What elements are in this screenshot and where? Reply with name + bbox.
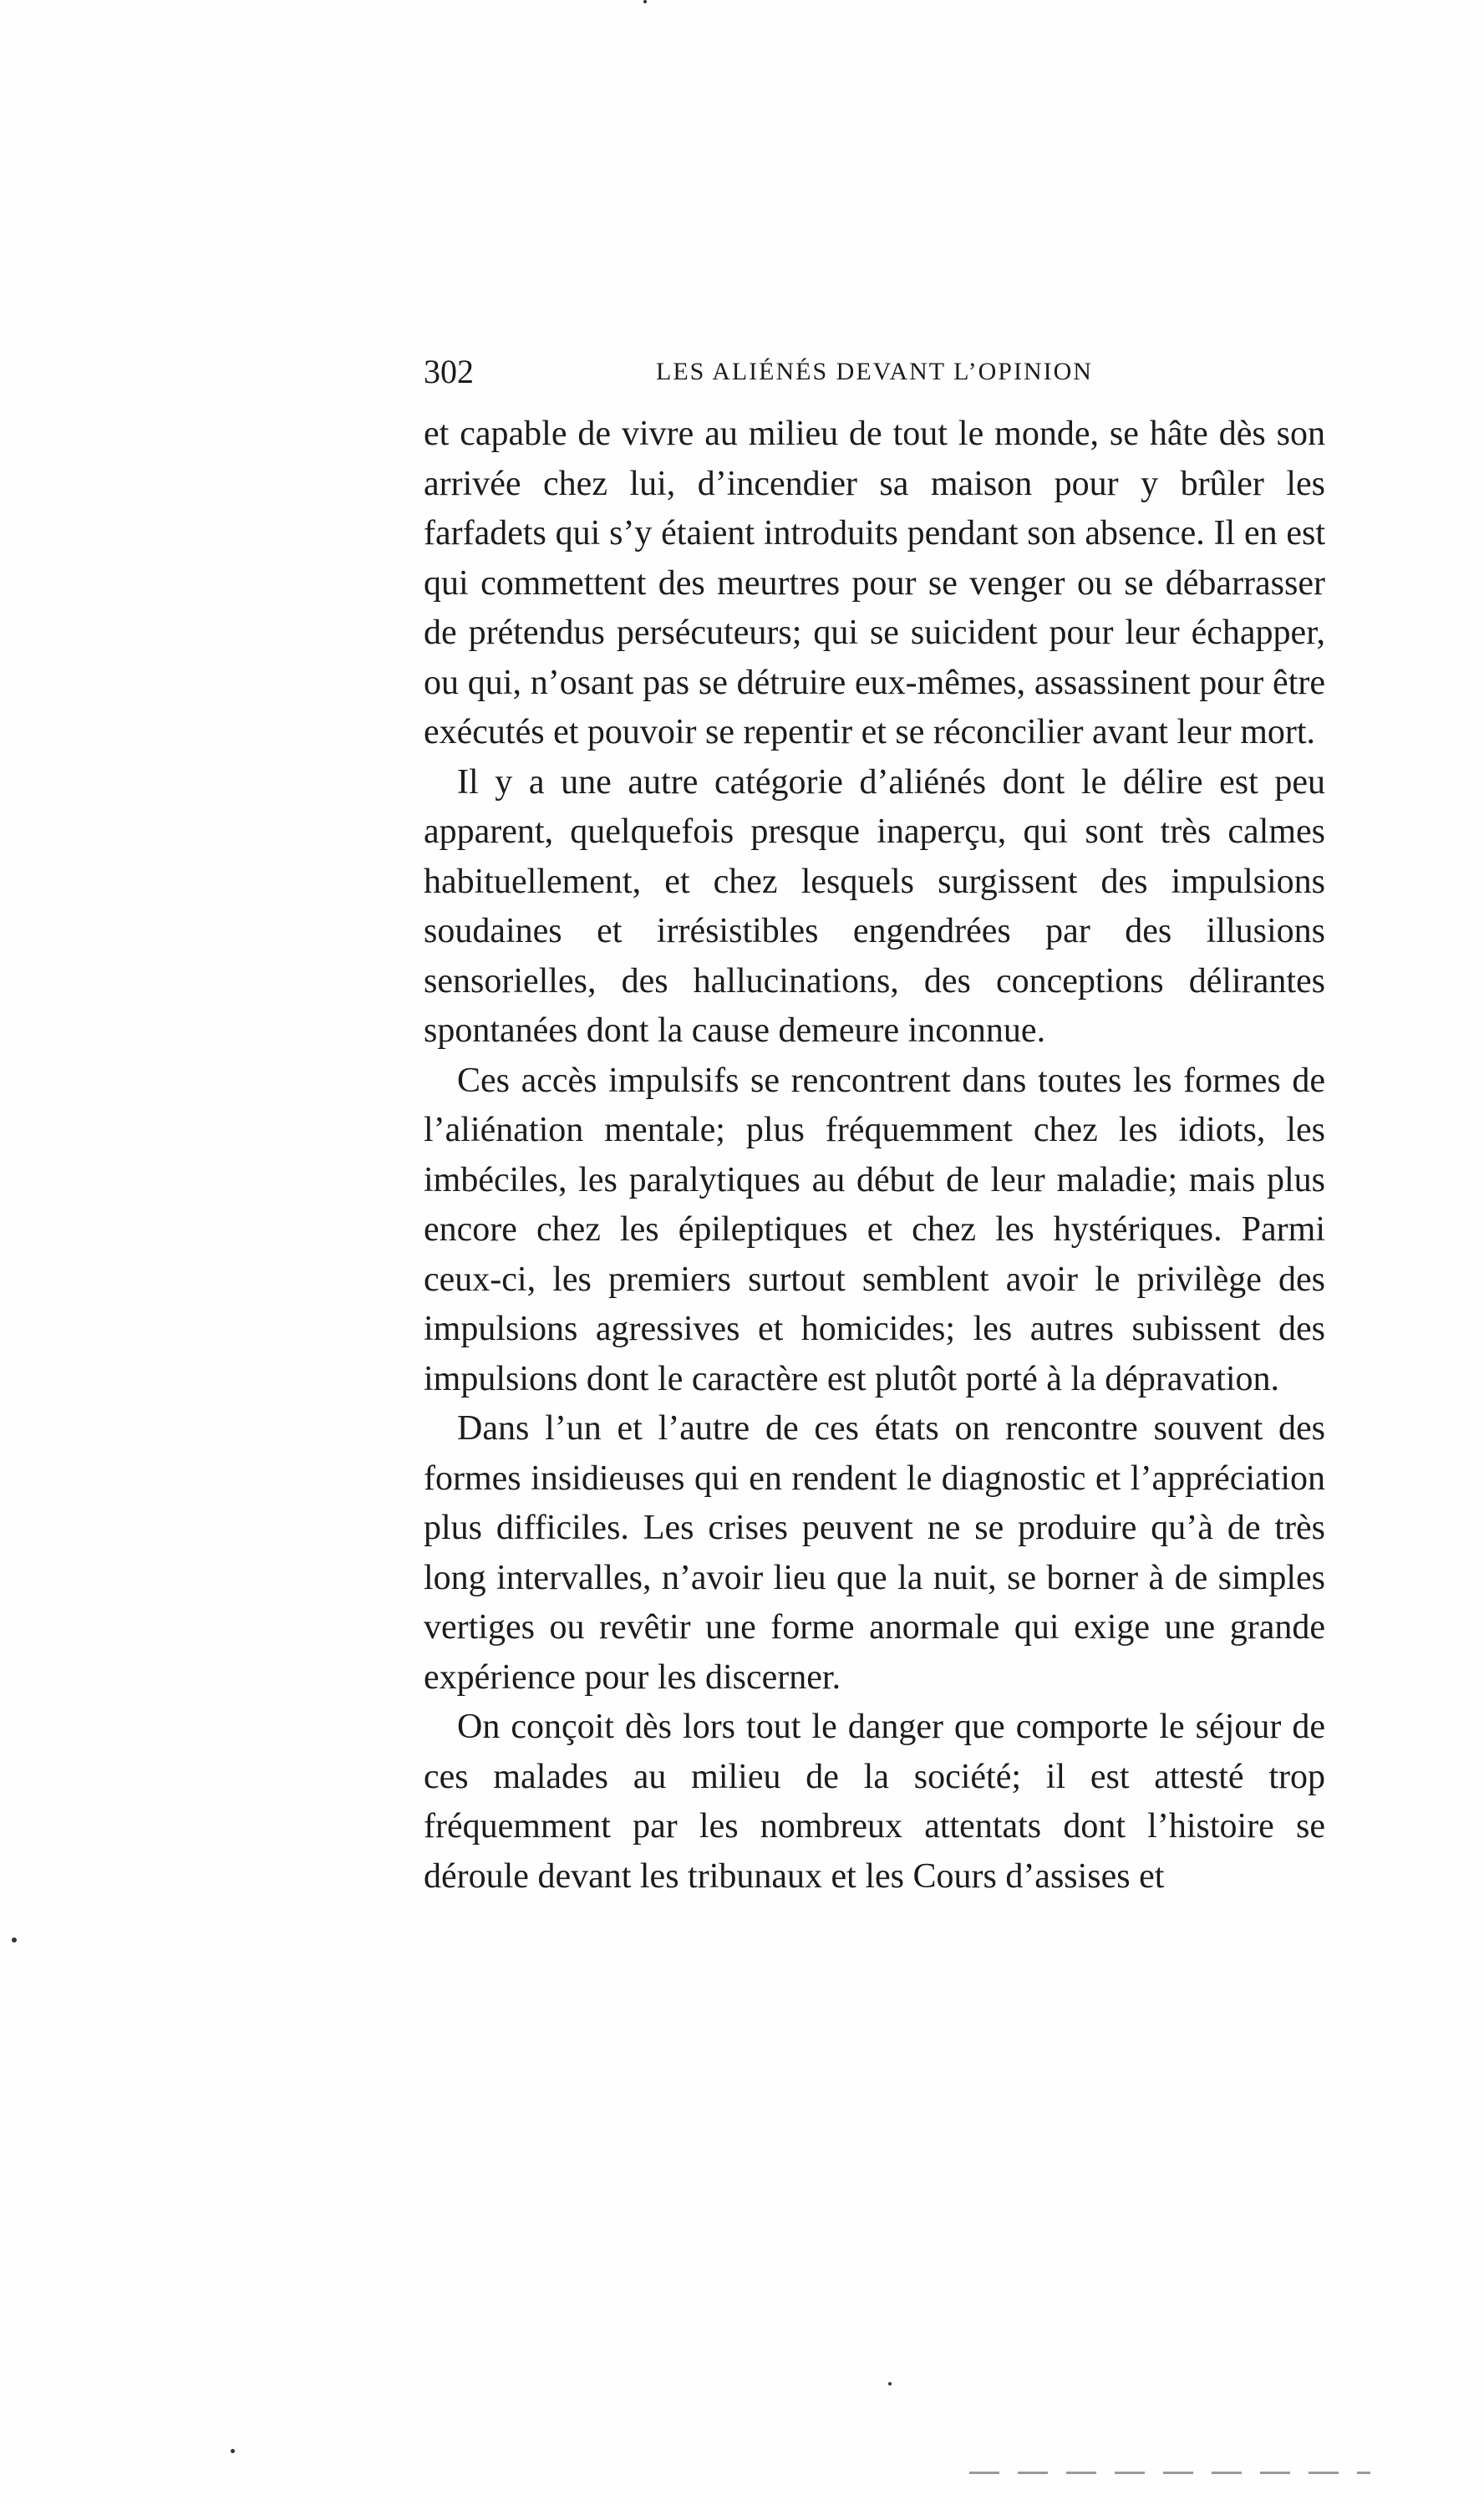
scan-edge-marks bbox=[969, 2472, 1370, 2474]
page-header bbox=[424, 351, 1325, 393]
paragraph: Ces accès impulsifs se rencontrent dans toutes les formes de l’aliénation mentale; plus fréquemment chez les idiots, les imbéciles, les paralytiques au début de leur maladie; mais plus encore chez les épileptiques et chez les hystériques. Parmi ceux-ci, les premiers surtout semblent avoir le privilège des impulsions agressives et homicides; les autres subissent des impulsions dont le caractère est plutôt porté à la dépravation. bbox=[424, 1061, 1325, 1398]
body-text bbox=[424, 410, 1325, 1902]
ink-speck bbox=[231, 2449, 235, 2453]
ink-speck bbox=[12, 1937, 17, 1942]
running-title: LES ALIÉNÉS DEVANT L’OPINION bbox=[656, 358, 1093, 385]
paragraph: On conçoit dès lors tout le danger que comporte le séjour de ces malades au milieu de la société; il est attesté trop fréquemment par les nombreux attentats dont l’histoire se déroule devant les tribunaux et les Cours d’assises et bbox=[424, 1708, 1325, 1896]
ink-speck bbox=[643, 0, 647, 3]
paragraph: Il y a une autre catégorie d’aliénés dont le délire est peu apparent, quelquefois presque inaperçu, qui sont très calmes habituellement, et chez lesquels surgissent des impulsions soudaines et irrésistibles engendrées par des illusions sensorielles, des hallucinations, des conceptions délirantes spontanées dont la cause demeure inconnue. bbox=[424, 762, 1325, 1050]
page-number: 302 bbox=[424, 353, 474, 390]
ink-speck bbox=[888, 2382, 892, 2385]
paragraph-continued: et capable de vivre au milieu de tout le monde, se hâte dès son arrivée chez lui, d’incendier sa maison pour y brûler les farfadets qui s’y étaient introduits pendant son absence. Il en est qui commettent des meurtres pour se venger ou se débarrasser de prétendus persécuteurs; qui se suicident pour leur échapper, ou qui, n’osant pas se détruire eux-mêmes, assassinent pour être exécutés et pouvoir se repentir et se réconcilier avant leur mort. bbox=[424, 415, 1325, 751]
paragraph: Dans l’un et l’autre de ces états on rencontre souvent des formes insidieuses qui en rendent le diagnostic et l’appréciation plus difficiles. Les crises peuvent ne se produire qu’à de très long intervalles, n’avoir lieu que la nuit, se borner à de simples vertiges ou revêtir une forme anormale qui exige une grande expérience pour les discerner. bbox=[424, 1409, 1325, 1697]
